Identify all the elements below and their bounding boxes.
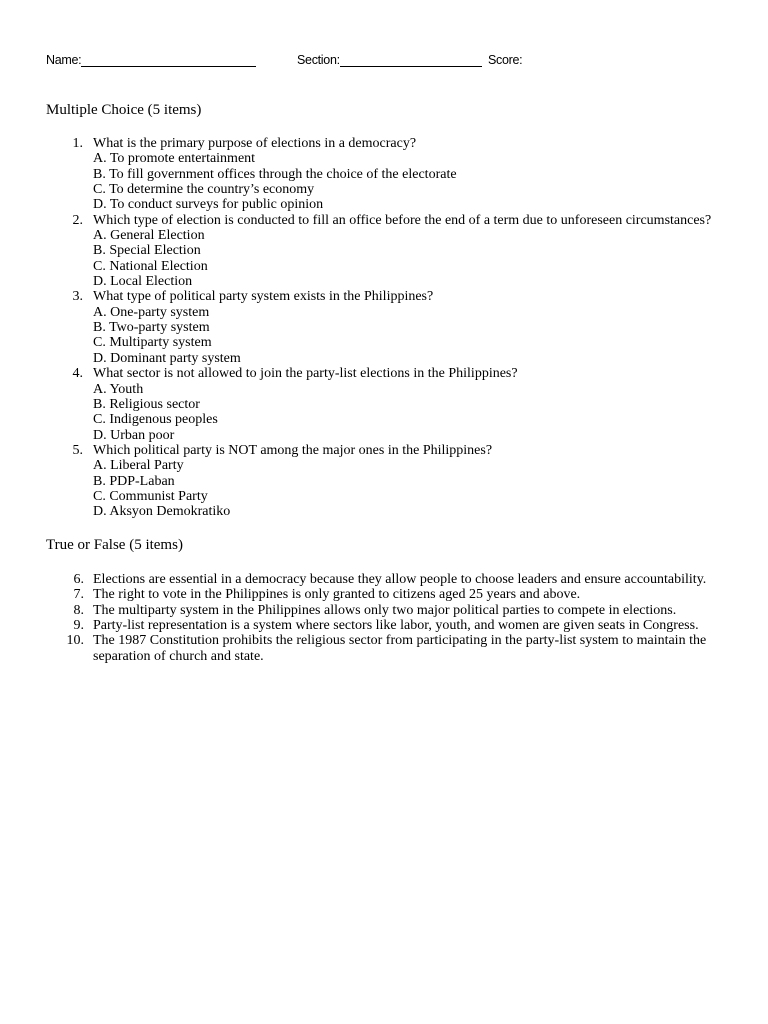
statement-number: 9. <box>73 618 84 634</box>
true-false-title: True or False (5 items) <box>46 537 183 553</box>
option-b: B. PDP-Laban <box>93 473 175 489</box>
statement-number: 7. <box>73 587 84 603</box>
statement-text: Elections are essential in a democracy because they allow people to choose leaders and ensure accountability. <box>93 572 707 587</box>
option-b: B. Religious sector <box>93 396 200 412</box>
question-text: Which type of election is conducted to fill an office before the end of a term due to unforeseen circumstances? <box>93 212 712 228</box>
option-c: C. National Election <box>93 258 208 274</box>
score-label: Score: <box>488 53 523 67</box>
option-d: D. Aksyon Demokratiko <box>93 504 231 520</box>
option-a: A. To promote entertainment <box>93 151 256 167</box>
question-text: Which political party is NOT among the major ones in the Philippines? <box>93 442 493 458</box>
statement-item <box>64 618 748 633</box>
question-number: 2. <box>72 212 83 228</box>
name-label: Name: <box>46 53 82 67</box>
statement-number: 6. <box>73 572 84 587</box>
option-a: A. One-party system <box>93 304 210 320</box>
question-item <box>64 289 748 366</box>
statement-number: 10. <box>66 633 84 649</box>
statement-text: The right to vote in the Philippines is only granted to citizens aged 25 years and above. <box>93 587 581 603</box>
name-blank-line[interactable] <box>81 53 256 67</box>
question-number: 5. <box>72 442 83 458</box>
statement-text: The 1987 Constitution prohibits the religious sector from participating in the party-list system to maintain the separation of church and state. <box>93 633 707 664</box>
option-d: D. Local Election <box>93 274 193 290</box>
option-a: A. Youth <box>93 381 144 397</box>
option-b: B. To fill government offices through the choice of the electorate <box>93 166 457 182</box>
option-b: B. Special Election <box>93 243 201 259</box>
question-text: What is the primary purpose of elections in a democracy? <box>93 136 417 151</box>
multiple-choice-list <box>64 136 748 520</box>
name-field[interactable] <box>46 53 256 67</box>
option-c: C. Multiparty system <box>93 335 212 351</box>
true-false-list <box>64 572 748 664</box>
option-a: A. General Election <box>93 228 205 244</box>
statement-item <box>64 572 748 587</box>
statement-text: The multiparty system in the Philippines allows only two major political parties to compete in elections. <box>93 602 677 618</box>
question-item <box>64 443 748 520</box>
statement-number: 8. <box>73 602 84 618</box>
option-c: C. Indigenous peoples <box>93 412 218 428</box>
option-d: D. To conduct surveys for public opinion <box>93 197 324 213</box>
statement-item <box>64 603 748 618</box>
question-item <box>64 213 748 290</box>
statement-item <box>64 587 748 602</box>
option-c: C. Communist Party <box>93 488 208 504</box>
option-a: A. Liberal Party <box>93 458 184 474</box>
question-text: What type of political party system exists in the Philippines? <box>93 289 434 305</box>
multiple-choice-title: Multiple Choice (5 items) <box>46 102 202 118</box>
question-number: 4. <box>72 366 83 382</box>
statement-text: Party-list representation is a system where sectors like labor, youth, and women are given seats in Congress. <box>93 618 699 634</box>
section-label: Section: <box>297 53 340 67</box>
option-d: D. Dominant party system <box>93 350 241 366</box>
option-c: C. To determine the country’s economy <box>93 182 315 198</box>
section-blank-line[interactable] <box>340 53 482 67</box>
question-text: What sector is not allowed to join the party-list elections in the Philippines? <box>93 366 518 382</box>
statement-item <box>64 633 748 664</box>
question-item <box>64 366 748 443</box>
score-field <box>488 53 522 67</box>
student-info-header <box>46 53 748 73</box>
question-number: 3. <box>72 289 83 305</box>
option-d: D. Urban poor <box>93 427 175 443</box>
section-field[interactable] <box>297 53 482 67</box>
option-b: B. Two-party system <box>93 320 210 336</box>
question-item <box>64 136 748 213</box>
question-number: 1. <box>72 136 83 151</box>
